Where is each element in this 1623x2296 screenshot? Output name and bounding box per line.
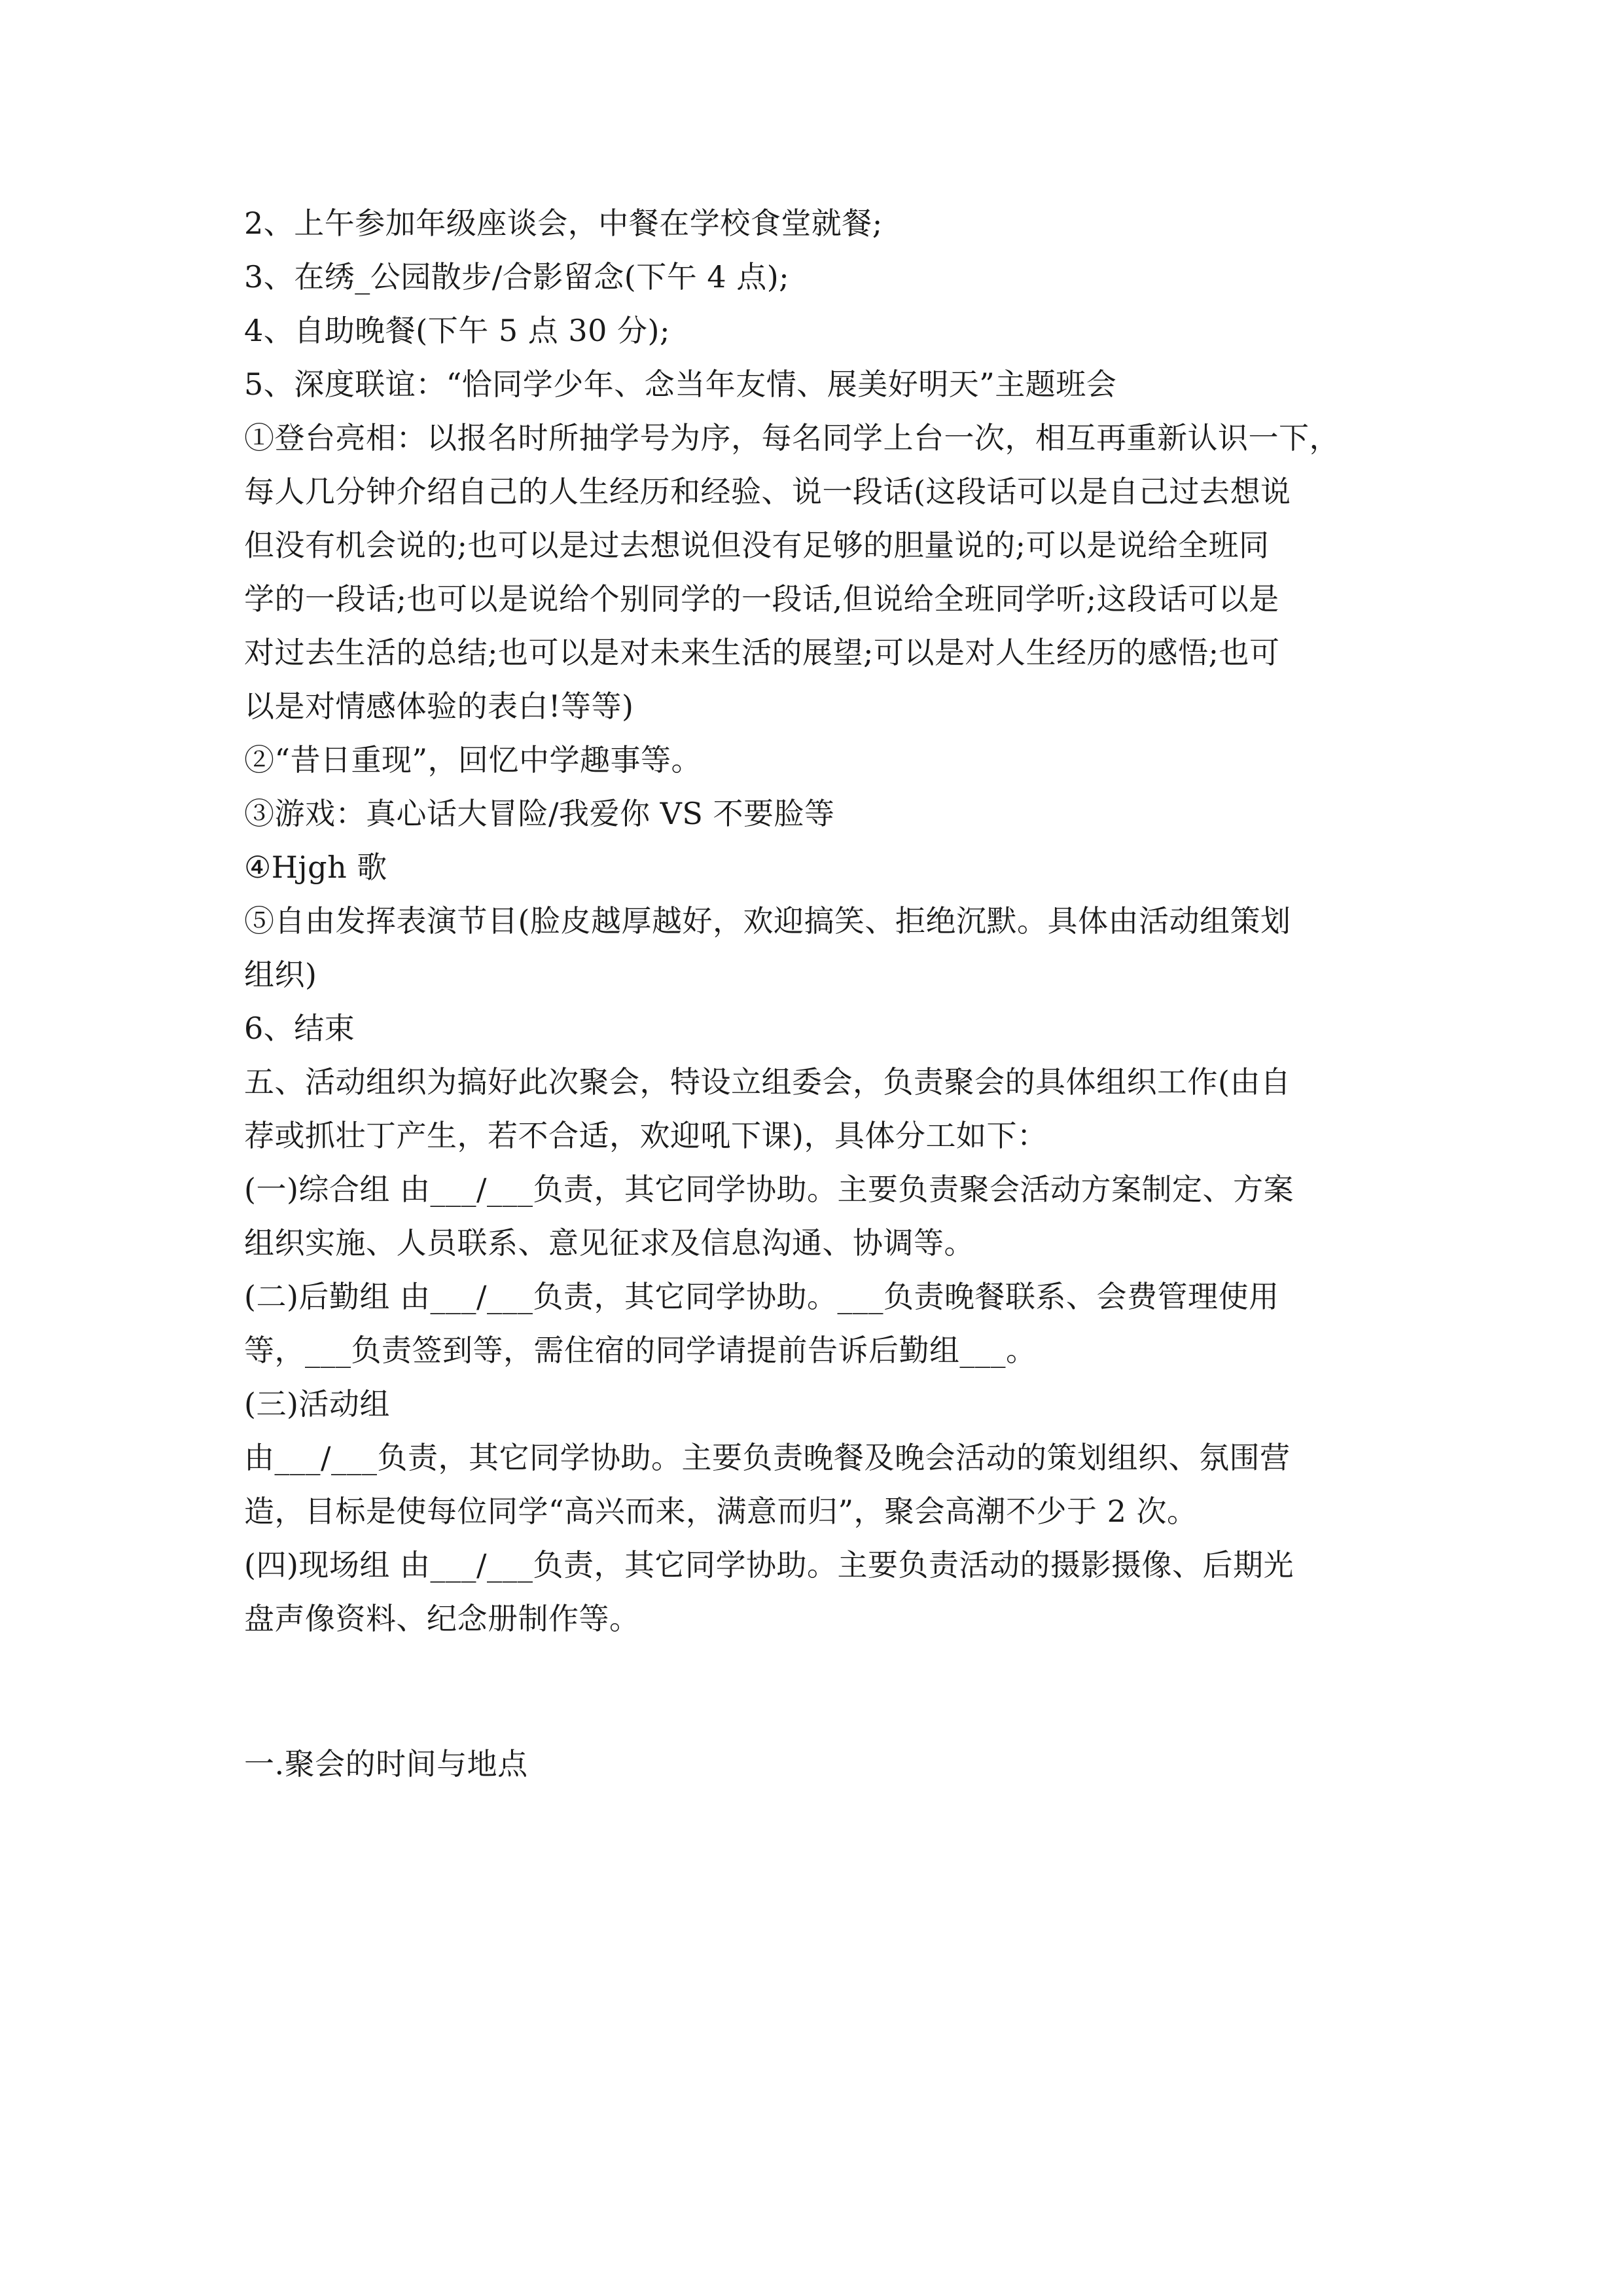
text-line: 3、在绣_公园散步/合影留念(下午 4 点); <box>244 259 790 295</box>
text-line: 以是对情感体验的表白!等等) <box>244 689 634 724</box>
text-line: ③游戏：真心话大冒险/我爱你 VS 不要脸等 <box>244 796 835 831</box>
text-line: 学的一段话;也可以是说给个别同学的一段话,但说给全班同学听;这段话可以是 <box>244 581 1279 617</box>
text-line: 五、活动组织为搞好此次聚会，特设立组委会，负责聚会的具体组织工作(由自 <box>244 1064 1291 1100</box>
text-line: 对过去生活的总结;也可以是对未来生活的展望;可以是对人生经历的感悟;也可 <box>244 635 1280 670</box>
text-line: 荐或抓壮丁产生，若不合适，欢迎吼下课)，具体分工如下： <box>244 1118 1048 1153</box>
text-line: 每人几分钟介绍自己的人生经历和经验、说一段话(这段话可以是自己过去想说 <box>244 474 1291 509</box>
text-line: 5、深度联谊：“恰同学少年、念当年友情、展美好明天”主题班会 <box>244 367 1117 402</box>
text-line: (三)活动组 <box>244 1386 390 1422</box>
text-line: (一)综合组 由___/___负责，其它同学协助。主要负责聚会活动方案制定、方案 <box>244 1172 1294 1207</box>
text-line: 6、结束 <box>244 1011 355 1046</box>
text-line: 但没有机会说的;也可以是过去想说但没有足够的胆量说的;可以是说给全班同 <box>244 528 1270 563</box>
text-line: 由___/___负责，其它同学协助。主要负责晚餐及晚会活动的策划组织、氛围营 <box>244 1440 1291 1475</box>
text-line: 组织实施、人员联系、意见征求及信息沟通、协调等。 <box>244 1225 974 1261</box>
text-line: ⑤自由发挥表演节目(脸皮越厚越好，欢迎搞笑、拒绝沉默。具体由活动组策划 <box>244 903 1291 939</box>
text-line: 组织) <box>244 957 317 992</box>
document-page <box>244 196 1391 1791</box>
text-line: 等，___负责签到等，需住宿的同学请提前告诉后勤组___。 <box>244 1333 1037 1368</box>
text-line: 盘声像资料、纪念册制作等。 <box>244 1601 640 1636</box>
text-line: ①登台亮相：以报名时所抽学号为序，每名同学上台一次，相互再重新认识一下， <box>244 420 1340 456</box>
text-line: 4、自助晚餐(下午 5 点 30 分); <box>244 313 670 348</box>
section-heading: 一.聚会的时间与地点 <box>244 1746 528 1782</box>
section-gap <box>244 1645 1391 1737</box>
text-line: ④Hjgh 歌 <box>244 850 387 885</box>
text-line: (四)现场组 由___/___负责，其它同学协助。主要负责活动的摄影摄像、后期光 <box>244 1547 1294 1583</box>
text-line: 2、上午参加年级座谈会，中餐在学校食堂就餐; <box>244 206 883 241</box>
text-line: (二)后勤组 由___/___负责，其它同学协助。___负责晚餐联系、会费管理使用 <box>244 1279 1279 1314</box>
text-line: ②“昔日重现”，回忆中学趣事等。 <box>244 742 702 778</box>
text-line: 造，目标是使每位同学“高兴而来，满意而归”，聚会高潮不少于 2 次。 <box>244 1494 1198 1529</box>
